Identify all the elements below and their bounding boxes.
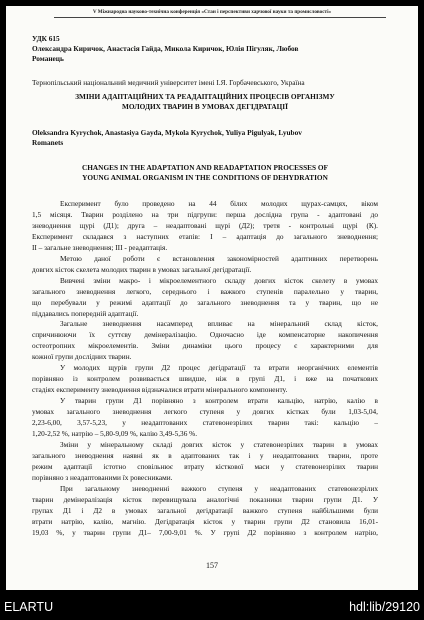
authors-ua-line-2: Романець [32, 54, 64, 63]
footer-handle: hdl:lib/29120 [349, 600, 420, 614]
body-line: зневоднення щурі (Д1); друга – неадаптовані щурі (Д2); третя - контрольні щурі (К). [32, 220, 378, 230]
body-line: 1,5 місяця. Тварин розділено на три підгрупи: перша дослідна група - адаптовані до [32, 209, 378, 219]
title-ua-line-2: МОЛОДИХ ТВАРИН В УМОВАХ ДЕГІДРАТАЦІЇ [122, 102, 288, 111]
page-number: 157 [206, 561, 218, 570]
body-line: групах Д1 і Д2 в умовах загальної дегідратації важкого ступеня найбільшими були [32, 505, 378, 515]
body-line: порівняно з неадаптованими їх ровесниками. [32, 472, 173, 482]
body-line: загального зневоднення легкого, середнього і важкого ступенів паралельно у тварин, [32, 286, 378, 296]
title-en-line-2: YOUNG ANIMAL ORGANISM IN THE CONDITIONS OF DEHYDRATION [82, 173, 328, 182]
udk-code: УДК 615 [32, 34, 60, 43]
body-line: піддавались попередній адаптації. [32, 308, 139, 318]
body-line: що перебували у режимі адаптації до загального зневоднення та у тварин, що не [32, 297, 378, 307]
body-line: У тварин групи Д1 порівняно з контролем втрати кальцію, натрію, калію в [60, 396, 378, 406]
body-line: втрати натрію, калію, магнію. Дегідратація кісток у тварин групи Д2 становила 16,01- [32, 516, 378, 526]
authors-en-line-2: Romanets [32, 138, 64, 147]
conference-header: V Міжнародна науково-технічна конференція «Стан і перспективи харчової науки та промисловості» [92, 9, 332, 15]
body-line: Експеримент було проведено на 44 білих молодих щурах-самцях, віком [60, 199, 378, 208]
title-en-line-1: CHANGES IN THE ADAPTATION AND READAPTATION PROCESSES OF [81, 163, 329, 172]
body-line: При загальному зневодненні важкого ступеня у неадаптованих статевонезрілих [60, 483, 378, 493]
body-line: порівняно із контролем розвивається швидше, ніж в групі Д1, і вже на початкових [32, 374, 378, 384]
body-line: Експеримент складався з наступних етапів: І – адаптація до загального зневоднення; [32, 231, 378, 241]
body-line: кожної групи дослідних тварин. [32, 352, 132, 362]
body-line: 1,20-2,52 %, натрію – 5,80-9,09 %, калію 3,49-5,36 %. [32, 428, 198, 438]
body-line: умовах загального зневоднення легкого ступеня у довгих кістках були 1,03-5,04, [32, 407, 378, 417]
body-line: Загальне зневоднення насамперед впливає на мінеральний склад кісток, [60, 319, 378, 329]
body-line: тварин демінералізація кісток перевищувала аналогічні показники тварин групи Д1. У [32, 494, 378, 504]
header-rule [54, 17, 386, 18]
body-line: 19,03 %, у тварин групи Д1– 7,00-9,01 %. У групі Д2 порівняно з контролем натрію, [32, 527, 378, 537]
body-line: стадіях експерименту зневоднення відзначалися втрати мінерального компоненту. [32, 385, 288, 395]
authors-en-line-1: Oleksandra Kyrychok, Anastasiya Gayda, Mykola Kyrychok, Yuliya Pigulyak, Lyubov [32, 128, 302, 137]
body-line: режим адаптації істотно сповільнює втрату кісткової маси у статевонезрілих тварин [32, 461, 378, 471]
body-line: ІІ – загальне зневоднення; ІІІ - реадаптація. [32, 242, 168, 252]
title-ua-line-1: ЗМІНИ АДАПТАЦІЙНИХ ТА РЕАДАПТАЦІЙНИХ ПРОЦЕСІВ ОРГАНІЗМУ [75, 92, 335, 101]
body-line: Зміни у мінеральному складі довгих кісток у статевонезрілих тварин в умовах [60, 439, 378, 449]
footer-bar [0, 594, 424, 620]
body-line: довгих кісток скелета молодих тварин в умовах загальної дегідратації. [32, 264, 252, 274]
footer-source: ELARTU [4, 600, 54, 614]
body-line: спричинюючи їх суттєву демінералізацію. Одночасно іде компенсаторне накопичення [32, 330, 378, 340]
body-line: Вивчені зміни макро- і мікроелементного складу довгих кісток скелету в умовах [60, 275, 378, 285]
authors-ua-line-1: Олександра Киричок, Анастасія Гайда, Микола Киричок, Юлія Пігуляк, Любов [32, 44, 299, 53]
body-line: загального зневоднення наявні як в адаптованих так і у неадаптованих тварин, проте [32, 450, 378, 460]
body-line: 2,23-6,00, 3,57-5,23, у неадаптованих статевонезрілих тварин такі: кальцію – [32, 418, 378, 427]
affiliation: Тернопільський національний медичний університет імені І.Я. Горбачевського, Україна [32, 78, 305, 87]
document-page [6, 6, 418, 590]
body-line: остеотропних мікроелементів. Зміни динаміки цього процесу є характерними для [32, 341, 378, 351]
body-line: У молодих щурів групи Д2 процес дегідратації та втрати неорганічних елементів [60, 363, 378, 373]
body-line: Метою даної роботи є встановлення закономірностей адаптивних перетворень [60, 253, 378, 263]
